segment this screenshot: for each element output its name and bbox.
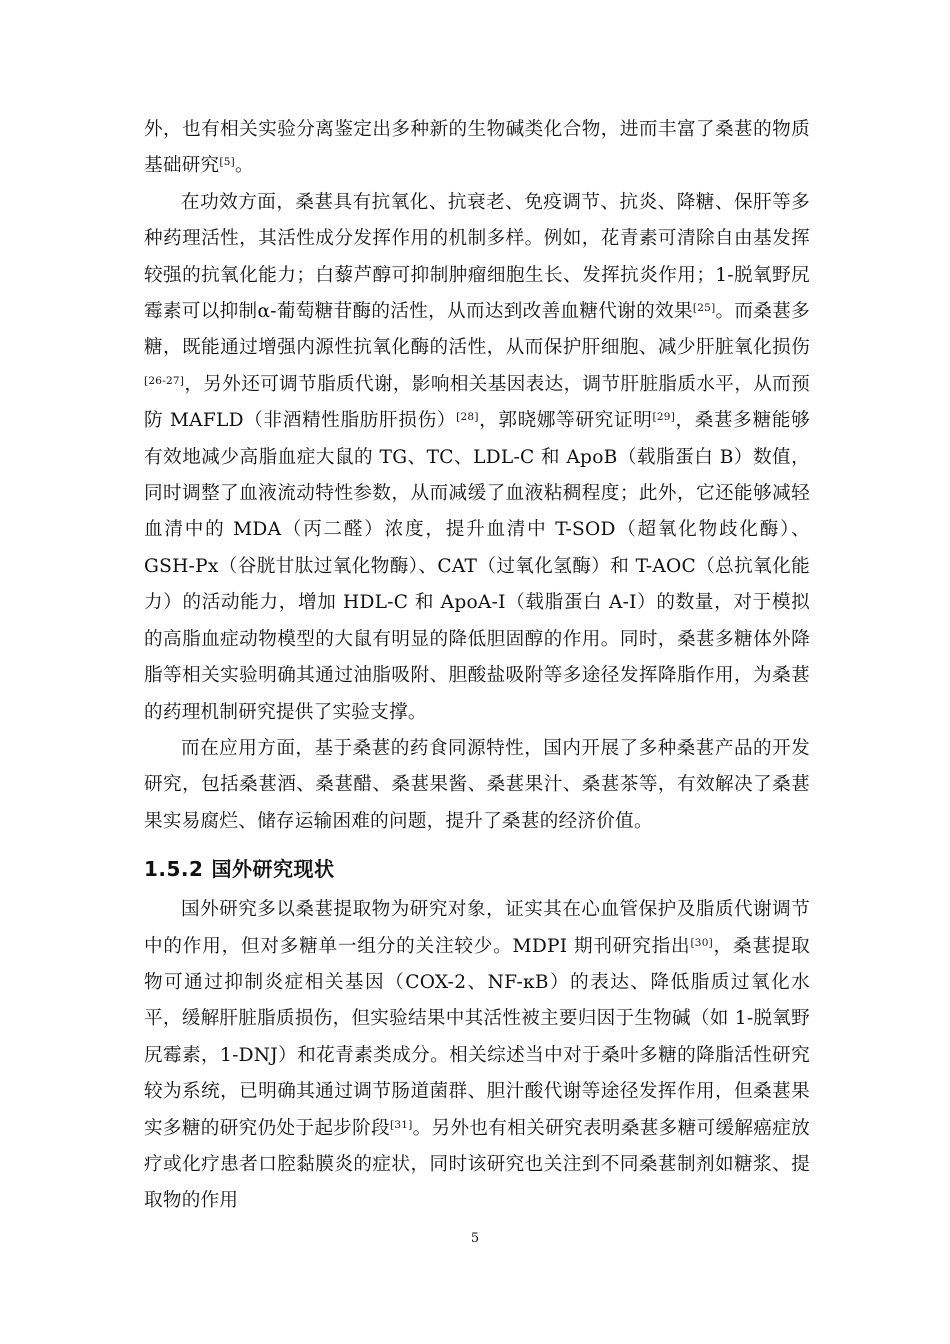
text-run: 。 — [235, 155, 254, 177]
citation: [28] — [456, 411, 479, 424]
text-run: ，桑葚多糖能够有效地减少高脂血症大鼠的 TG、TC、LDL-C 和 ApoB（载脂蛋白 B）数值，同时调整了血液流动特性参数，从而减缓了血液粘稠程度；此外，它还能够减轻血清中的 MDA（丙二醛）浓度，提升血清中 T-SOD（超氧化物歧化酶）、GSH-Px（谷胱甘肽过氧化物酶）、CAT（过氧化氢酶）和 T-AOC（总抗氧化能力）的活动能力，增加 HDL-C 和 ApoA-I（载脂蛋白 A-I）的数量，对于模拟的高脂血症动物模型的大鼠有明显的降低胆固醇的作用。同时，桑葚多糖体外降脂等相关实验明确其通过油脂吸附、胆酸盐吸附等多途径发挥降脂作用，为桑葚的药理机制研究提供了实验支撑。 — [144, 410, 810, 723]
text-run: ，另外还可调节脂质代谢，影响相关基因表达，调节肝脏脂质水平，从而预防 MAFLD（非酒精性脂肪肝损伤） — [144, 373, 810, 432]
text-run: 国外研究多以桑葚提取物为研究对象，证实其在心血管保护及脂质代谢调节中的作用，但对多糖单一组分的关注较少。MDPI 期刊研究指出 — [144, 899, 810, 957]
text-run: 在功效方面，桑葚具有抗氧化、抗衰老、免疫调节、抗炎、降糖、保肝等多种药理活性，其活性成分发挥作用的机制多样。例如，花青素可清除自由基发挥较强的抗氧化能力；白藜芦醇可抑制肿瘤细胞生长、发挥抗炎作用；1-脱氧野尻霉素可以抑制α-葡萄糖苷酶的活性，从而达到改善血糖代谢的效果 — [144, 191, 810, 323]
document-body — [144, 112, 810, 1220]
citation: [31] — [390, 1118, 413, 1131]
page-number: 5 — [470, 1231, 480, 1246]
citation: [5] — [219, 156, 236, 169]
section-title: 国外研究现状 — [211, 857, 335, 882]
section-number: 1.5.2 — [144, 857, 204, 882]
paragraph-continuation — [144, 112, 810, 185]
text-run: 外，也有相关实验分离鉴定出多种新的生物碱类化合物，进而丰富了桑葚的物质基础研究 — [144, 119, 810, 177]
text-run: 。另外也有相关研究表明桑葚多糖可缓解癌症放疗或化疗患者口腔黏膜炎的症状，同时该研究也关注到不同桑葚制剂如糖浆、提取物的作用 — [144, 1117, 810, 1212]
text-run: 。而桑葚多糖，既能通过增强内源性抗氧化酶的活性，从而保护肝细胞、减少肝脏氧化损伤 — [144, 301, 810, 359]
citation: [30] — [690, 936, 713, 949]
paragraph-application — [144, 731, 810, 840]
paragraph-efficacy — [144, 185, 810, 731]
citation: [26-27] — [144, 374, 185, 387]
text-run: ，桑葚提取物可通过抑制炎症相关基因（COX-2、NF-κB）的表达、降低脂质过氧化水平，缓解肝脏脂质损伤，但实验结果中其活性被主要归因于生物碱（如 1-脱氧野尻霉素，1-DNJ）和花青素类成分。相关综述当中对于桑叶多糖的降脂活性研究较为系统，已明确其通过调节肠道菌群、胆汁酸代谢等途径发挥作用，但桑葚果实多糖的研究仍处于起步阶段 — [144, 935, 810, 1139]
text-run: ，郭晓娜等研究证明 — [478, 410, 653, 432]
citation: [25] — [692, 302, 716, 315]
paragraph-foreign-research — [144, 892, 810, 1220]
text-run: 而在应用方面，基于桑葚的药食同源特性，国内开展了多种桑葚产品的开发研究，包括桑葚酒、桑葚醋、桑葚果酱、桑葚果汁、桑葚茶等，有效解决了桑葚果实易腐烂、储存运输困难的问题，提升了桑葚的经济价值。 — [144, 737, 810, 832]
citation: [29] — [652, 411, 676, 424]
section-heading — [144, 856, 810, 882]
